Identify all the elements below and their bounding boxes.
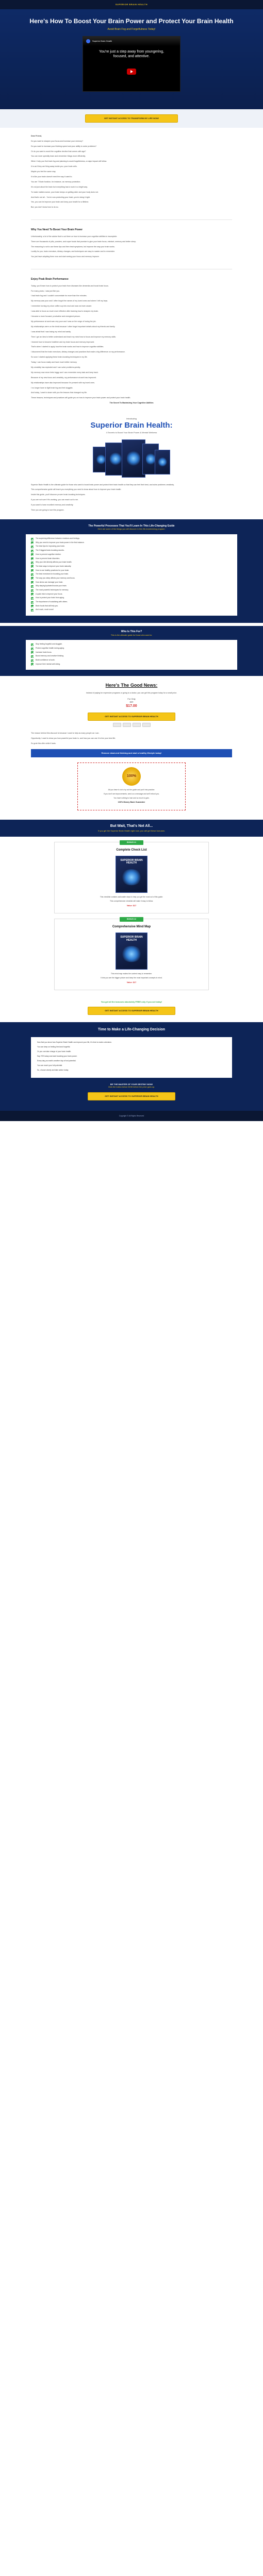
video-title: Superior Brain Health: [92, 39, 112, 42]
paragraph: I was able to focus so much more effective after learning how to sharpen my brain.: [31, 310, 99, 313]
final-cta-button[interactable]: GET INSTANT ACCESS TO SUPERIOR BRAIN HEALTH: [88, 1092, 175, 1100]
product-bundle-image: [93, 439, 170, 480]
paragraph: If you are not sure if it's working, you can reach out to me.: [31, 499, 78, 501]
paragraph: Unfortunately, a lot of the advice that is out there on how to increase your cognitive abilities is incomplete.: [31, 235, 118, 238]
bonus-list: [0, 842, 263, 991]
guarantee-badge-icon: 100%: [122, 767, 141, 786]
decision-master-text: BE THE MASTER OF YOUR DESTINY NOW!: [110, 1083, 153, 1086]
paragraph: You can keep on feeling tired and forgetful.: [37, 1045, 71, 1048]
checklist-item: [31, 655, 232, 658]
paragraph: My memory now never feels foggy and I can remember every task and keep track.: [31, 371, 98, 374]
checklist-item: [31, 553, 232, 556]
bonus-title: Complete Check List: [116, 848, 147, 852]
checkmark-icon: [31, 557, 34, 560]
why-paragraphs: [31, 235, 232, 259]
checkmark-icon: [31, 562, 34, 564]
paragraph: My relationships were on the brink because I often forgot important details about my friends and family.: [31, 325, 116, 328]
bonus-label: BONUS #2: [120, 917, 143, 922]
letter-paragraphs: [31, 140, 232, 209]
who-subtitle: This is the ultimate guide for those who want to:: [110, 634, 153, 636]
paragraph: If you want to have excellent memory and creativity.: [31, 504, 74, 506]
why-section: [0, 223, 263, 266]
checklist-item-text: The surprising difference between emotions and feelings.: [36, 537, 80, 540]
who-checklist: [26, 640, 237, 670]
paragraph: So soon I started applying these brain-boosting techniques in my life.: [31, 356, 88, 359]
hero-section: [0, 9, 263, 109]
paragraph: The reason behind this discount is because I want to help as many people as I can.: [31, 732, 100, 734]
channel-avatar-icon: [86, 39, 90, 43]
checklist-item-text: Increase brain focus.: [36, 651, 52, 653]
brand-logo-text: SUPERIOR BRAIN HEALTH: [115, 3, 148, 6]
checklist-item-text: Improve their mental well-being.: [36, 663, 61, 665]
paragraph: Then you are going to love this program.: [31, 509, 64, 512]
paragraph: Today, I can focus easily and have much better memory.: [31, 361, 77, 364]
paragraph: There are thousands of pills, powders, and super foods that promise to give your brain focus, mindset, memory and better sleep.: [31, 240, 136, 243]
paragraph: Now that you know how Superior Brain Health can improve your life, it's time to make a decision.: [37, 1041, 112, 1043]
paragraph: This comprehensive guide will teach you everything you need to know about how to improve your brain health.: [31, 488, 122, 491]
checkmark-icon: [31, 659, 34, 662]
paragraph: Or you can take charge of your brain health.: [37, 1050, 72, 1053]
paragraph: When I help you find brain fog and planning to avoid forgetfulness, a major impact will follow.: [31, 160, 107, 163]
checklist-item: [31, 597, 232, 600]
checklist-item: [31, 573, 232, 576]
paragraph: Or do you want to avoid the cognitive decline that comes with age?: [31, 150, 86, 152]
checklist-item-text: Why you need to improve your brain power in the first instance.: [36, 541, 85, 544]
guarantee-box: [77, 762, 186, 810]
paragraph: I learned how to become healthier and my brain focus and memory improved.: [31, 341, 95, 343]
bonus-paragraph: It lets you see the bigger picture and keep the most important concepts in mind.: [101, 977, 162, 979]
play-icon[interactable]: [127, 69, 136, 75]
checklist-item-text: Stop feeling forgetful and sluggish.: [36, 643, 63, 646]
hero-title: Here's How To Boost Your Brain Power and Protect Your Brain Health: [29, 18, 234, 25]
bonus-title: Comprehensive Mind Map: [112, 925, 151, 929]
footer-copyright: Copyright © All Rights Reserved: [119, 1114, 144, 1117]
checklist-item-text: How to protect your brain from aging.: [36, 597, 64, 599]
hero-cta-strip: [0, 109, 263, 128]
paragraph: You are 7 Brain function, for instance, as memory protection.: [31, 180, 81, 183]
enjoy-paragraphs: [31, 285, 232, 405]
brand-header: [0, 0, 263, 9]
divider: [31, 219, 232, 220]
checklist-item-text: The best ways to improve your brain naturally.: [36, 565, 72, 567]
guide-subtitle: Here are some of the things you will discover in this life-transforming program:: [97, 528, 166, 531]
paragraph: It is as if they are firing away inside you, your brain cells.: [31, 165, 77, 168]
checkmark-icon: [31, 655, 34, 658]
checklist-item: [31, 605, 232, 608]
checklist-item: [31, 565, 232, 568]
checkmark-icon: [31, 569, 34, 572]
checkmark-icon: [31, 609, 34, 612]
checklist-item: [31, 557, 232, 561]
checklist-item-text: The best tips for improving your brain.: [36, 545, 65, 548]
enjoy-title: Enjoy Peak Brain Performance: [31, 278, 69, 281]
product-intro-section: [0, 412, 263, 519]
paragraph: It's not just about the brain but everything has to work in a bright way.: [31, 185, 88, 188]
paragraph: Opportunity. I want to show you how powerful your brain is, and how you can use it to live your best life.: [31, 737, 116, 739]
checklist-item: [31, 581, 232, 584]
paragraph: And that's not all... You're now protecting your brain, you're doing it right.: [31, 196, 90, 198]
checkmark-icon: [31, 648, 34, 650]
bonus-value: Value: $17: [126, 981, 137, 984]
paragraph: All you have to do is try out the guide and put it into practice.: [108, 789, 155, 791]
paragraph: If you don't see improvements, send us a message and we'll refund you.: [103, 793, 160, 795]
checklist-item: [31, 651, 232, 654]
paragraph: That's when I started to apply how the brain works and how to improve cognitive abilities.: [31, 346, 104, 348]
hero-cta-button[interactable]: GET INSTANT ACCESS TO TRANSFORM MY LIFE NOW!: [85, 114, 178, 123]
paragraph: So, choose wisely and take action today.: [37, 1069, 69, 1072]
product-tagline: 4 Secrets to Boost Your Brain Power & Mental Wellness: [106, 431, 157, 434]
checklist-item-text: How stress can damage your brain.: [36, 581, 63, 583]
payment-icons: [98, 723, 165, 728]
checklist-item: [31, 643, 232, 646]
checklist-item: [31, 541, 232, 545]
checklist-item-text: Protect cognitive health during aging.: [36, 647, 64, 650]
checkmark-icon: [31, 663, 34, 666]
checklist-item-text: How to use healthy practices for your brain.: [36, 569, 70, 571]
good-news-section: [0, 676, 263, 820]
checkmark-icon: [31, 651, 34, 654]
checklist-item-text: Why your diet directly affects your brain health.: [36, 561, 72, 564]
checklist-item-text: The importance of socializing with others.: [36, 601, 68, 603]
decision-card: [31, 1037, 232, 1078]
good-news-title: Here's The Good News:: [105, 683, 158, 688]
old-price: $97: [129, 701, 134, 704]
paragraph: Maybe you feel the same way.: [31, 171, 56, 173]
product-paragraphs: [31, 484, 232, 512]
checklist-item: [31, 577, 232, 580]
checklist-item: [31, 537, 232, 540]
footer: [0, 1111, 263, 1121]
who-section: [0, 626, 263, 676]
bonus-paragraph: This checklist contains actionable steps to help you get the most out of this guide.: [100, 895, 163, 898]
checkmark-icon: [31, 565, 34, 568]
paragraph: I became a more focused, productive and energized person.: [31, 315, 80, 318]
checklist-item: [31, 647, 232, 650]
video-topbar: [83, 37, 180, 46]
guide-section: [0, 519, 263, 623]
decision-section: [0, 1022, 263, 1111]
letter-greeting: Dear Friend,: [31, 134, 42, 137]
enjoy-section: [0, 273, 263, 412]
paragraph: The reasoning is not to use these tips and then treat symptoms, but improve the way your brain works.: [31, 245, 115, 248]
checklist-item: [31, 585, 232, 588]
paragraph: These lessons, techniques and practices will guide you on how to improve your brain power and protect your brain health.: [31, 397, 131, 399]
paragraph: Today, you'll learn how to protect your brain from diseases like dementia and boost brain focus.: [31, 284, 109, 287]
checkmark-icon: [31, 605, 34, 607]
paragraph: Do you want to sharpen your focus and increase your memory?: [31, 140, 84, 142]
paragraph: For many years, I was just like you.: [31, 290, 60, 292]
video-player[interactable]: [83, 36, 180, 92]
bonus-paragraph: This comprehensive checklist will make it easy to follow.: [109, 900, 154, 903]
paragraph: Because of my new focus and creativity, my performance at work has improved.: [31, 376, 96, 379]
checklist-item-text: The 3 biggest brain-boosting secrets.: [36, 549, 64, 552]
checklist-item: [31, 545, 232, 548]
checkmark-icon: [31, 573, 34, 576]
checklist-item-text: A quick trick to improve your focus.: [36, 592, 63, 595]
paragraph: It is like your brain doesn't need the way it used to.: [31, 176, 73, 178]
but-wait-banner: [0, 820, 263, 837]
checkmark-icon: [31, 553, 34, 556]
paragraph: Superior Brain Health is the ultimate guide for those who want to boost brain power and protect their brain health so that they can feel their best, and solve problems creatively.: [31, 483, 174, 486]
checkmark-icon: [31, 538, 34, 540]
checklist-item-text: How to prevent cognitive decline.: [36, 553, 61, 555]
paragraph: You can more speedily learn and remember things more efficiently.: [31, 155, 86, 158]
checklist-item-text: Why staying hydrated boosts your brain.: [36, 585, 67, 587]
checklist-item-text: The way you sleep affects your memory and focus.: [36, 577, 75, 579]
checklist-item-text: The best exercises for boosting your brain.: [36, 573, 69, 575]
letter-section: [0, 128, 263, 216]
hero-subtitle: Avoid Brain Fog and Forgetfulness Today!: [107, 28, 156, 31]
sales-page: [0, 0, 263, 1121]
checklist-item-text: And much, much more!: [36, 608, 54, 611]
bonus-label: BONUS #1: [120, 840, 143, 845]
highlight-banner: Remove dead-end thinking and start a healthy lifestyle today!: [31, 749, 232, 757]
but-wait-subtitle: If you get the Superior Brain Health right now, you will get these bonuses:: [98, 829, 165, 832]
paragraph: You can reach your full potential.: [37, 1064, 63, 1067]
bonus-cta-lead: You get all the bonuses absolutely FREE only if you act today!: [101, 1001, 162, 1004]
checklist-item: [31, 659, 232, 662]
guide-checklist: [26, 534, 237, 616]
bonus-card: [54, 919, 209, 990]
paragraph: Do you want to increase your thinking speed and your ability to solve problems?: [31, 145, 97, 147]
checklist-item-text: Boost memory and creative thinking.: [36, 655, 64, 657]
bonus-card: [54, 842, 209, 913]
bonus-cta-section: [0, 995, 263, 1022]
checkmark-icon: [31, 601, 34, 604]
checkmark-icon: [31, 643, 34, 646]
guarantee-title: 100% Money Back Guarantee: [118, 801, 145, 804]
guarantee-paragraphs: [85, 789, 178, 800]
paragraph: My relationships have also improved because I'm present with my loved ones.: [31, 381, 95, 384]
paragraph: Yes, you can be improve your brain and keep your health for a lifetime.: [31, 201, 89, 204]
checklist-item-text: Build confidence at work.: [36, 659, 55, 662]
checklist-item-text: Brain foods that will help you.: [36, 604, 59, 607]
checklist-item: [31, 589, 232, 592]
product-name: Superior Brain Health:: [90, 421, 173, 430]
checklist-item: [31, 569, 232, 572]
paragraph: I no longer have to fight brain fog and feel sluggish.: [31, 386, 73, 389]
product-box-image: [155, 450, 170, 474]
checkmark-icon: [31, 585, 34, 588]
paragraph: You just have adopting them now and start seeing your focus and memory improve.: [31, 256, 100, 258]
decision-click-text: Click the button below NOW before the price goes up.: [108, 1086, 155, 1089]
checklist-item: [31, 608, 232, 612]
bonus-cover-title: SUPERIOR BRAIN HEALTH: [120, 936, 143, 942]
why-title: Why You Need To Boost Your Brain Power: [31, 228, 83, 232]
bonus-cover-image: [116, 933, 147, 970]
checkmark-icon: [31, 593, 34, 596]
checklist-item: [31, 601, 232, 604]
paragraph: My memory was poor and I often forgot the names of my loved ones and where I left my keys.: [31, 300, 108, 302]
paragraph: I discovered that the brain exercises, dietary changes and practices that made a big difference on my performance.: [31, 351, 125, 353]
paragraph: To make matters worse, your brain keeps on getting older and your body does not.: [31, 191, 99, 193]
decision-title: Time to Make a Life-Changing Decision: [97, 1028, 166, 1032]
buy-button[interactable]: GET INSTANT ACCESS TO SUPERIOR BRAIN HEALTH: [88, 713, 175, 721]
checkmark-icon: [31, 597, 34, 600]
guide-title: The Powerful Processes That You'll Learn In This Life-Changing Guide: [88, 524, 175, 528]
but-wait-title: But Wait, That's Not All...: [110, 824, 153, 828]
paragraph: I had brain fog and I couldn't concentrate for more than five minutes.: [31, 295, 87, 297]
paragraph: My creativity has exploded and I can solve problems quickly.: [31, 366, 81, 368]
paragraph: Inside this guide, you'll discover proven brain-boosting techniques.: [31, 494, 86, 496]
checkmark-icon: [31, 581, 34, 584]
amex-icon: [133, 723, 141, 727]
checklist-item-text: How to prevent brain disorders.: [36, 557, 60, 560]
paragraph: Luckily for you, brain exercises, dietary changes, and techniques are easy to master and to remember.: [31, 250, 115, 253]
checkmark-icon: [31, 546, 34, 548]
price-label: For Only: [127, 698, 136, 701]
checkmark-icon: [31, 541, 34, 544]
paragraph: My performance at work was very poor and I was on the verge of losing the job.: [31, 320, 96, 323]
bonus-cover-title: SUPERIOR BRAIN HEALTH: [120, 858, 143, 865]
checklist-item: [31, 593, 232, 596]
checklist-item: [31, 549, 232, 552]
video-caption: You're just a step away from youngering, focused, and attentive.: [99, 49, 164, 58]
good-news-paragraphs: [31, 732, 232, 745]
checklist-item: [31, 561, 232, 564]
paragraph: And today, I want to share with you the lessons that changed my life.: [31, 392, 88, 394]
checkmark-icon: [31, 550, 34, 552]
paragraph: Say YES today and start boosting your brain power.: [37, 1055, 77, 1057]
mastercard-icon: [123, 723, 131, 727]
product-intro-label: Introducing: [126, 417, 137, 420]
checkmark-icon: [31, 589, 34, 592]
bonus-paragraph: This mind map makes the content easy to remember.: [111, 973, 152, 975]
paragraph: The Secret To Maximizing Your Cognitive Abilities: [109, 402, 154, 404]
paragraph: I remember turning my shoe coffee cup into mud and was not even aware.: [31, 305, 92, 308]
price-value: $17.00: [126, 704, 137, 708]
who-title: Who Is This For?: [121, 630, 142, 634]
bonus-cover-image: [116, 856, 147, 893]
paypal-icon: [142, 723, 151, 727]
paragraph: You have nothing to lose and so much to gain.: [113, 797, 150, 800]
paragraph: I was afraid that I was losing my mind and sanity.: [31, 330, 71, 333]
good-news-intro: Instead of paying for expensive programs or going to a doctor, you can get this program today for a small price.: [86, 691, 177, 694]
bonus-cta-button[interactable]: GET INSTANT ACCESS TO SUPERIOR BRAIN HEALTH: [88, 1007, 175, 1015]
paragraph: So grab this offer while it lasts.: [31, 742, 56, 744]
paragraph: Then I got an idea to better understand and teach my mind how to focus and improve my memory skills.: [31, 335, 116, 338]
paragraph: But, you don't know how to do so.: [31, 206, 59, 209]
paragraph: Every day you wait is another day of lost potential.: [37, 1060, 76, 1062]
checkmark-icon: [31, 577, 34, 580]
bonus-value: Value: $17: [126, 905, 137, 907]
visa-icon: [113, 723, 121, 727]
checklist-item: [31, 663, 232, 666]
checklist-item-text: The most powerful techniques for memory.: [36, 589, 69, 591]
